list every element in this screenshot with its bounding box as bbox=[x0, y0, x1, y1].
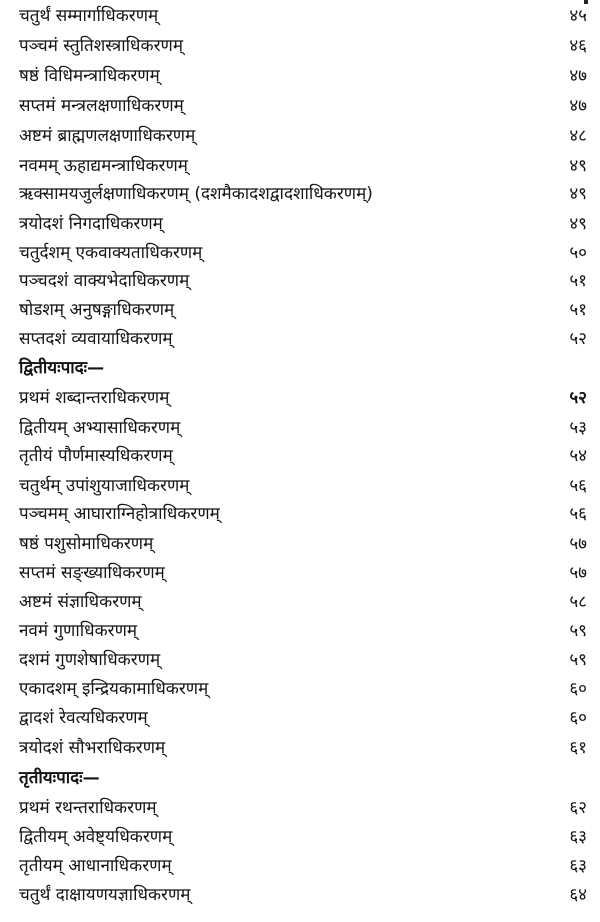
entry-title: सप्तदशं व्यवायाधिकरणम् bbox=[19, 329, 173, 349]
entry-page-number: ६० bbox=[569, 679, 587, 699]
toc-entry bbox=[0, 122, 600, 152]
entry-title: षष्ठं विधिमन्त्राधिकरणम् bbox=[19, 66, 160, 86]
section-heading: द्वितीयःपादः— bbox=[19, 358, 105, 378]
toc-entry bbox=[0, 325, 600, 355]
entry-title: पञ्चमम् आघाराग्निहोत्राधिकरणम् bbox=[19, 504, 220, 524]
toc-entry bbox=[0, 267, 600, 297]
entry-page-number: ६० bbox=[569, 708, 587, 728]
entry-title: चतुर्थम् उपांशुयाजाधिकरणम् bbox=[19, 476, 190, 496]
toc-entry bbox=[0, 239, 600, 269]
toc-entry bbox=[0, 210, 600, 240]
toc-entry bbox=[0, 62, 600, 92]
entry-page-number: ४८ bbox=[569, 126, 587, 146]
toc-entry bbox=[0, 646, 600, 676]
entry-page-number: ४७ bbox=[569, 66, 587, 86]
toc-entry bbox=[0, 180, 600, 210]
entry-title: नवमम् ऊहाद्यमन्त्राधिकरणम् bbox=[19, 156, 188, 176]
entry-page-number: ४९ bbox=[569, 184, 587, 204]
entry-page-number: ६४ bbox=[569, 885, 587, 905]
toc-entry bbox=[0, 704, 600, 734]
toc-entry bbox=[0, 823, 600, 853]
entry-title: चतुर्दशम् एकवाक्यताधिकरणम् bbox=[19, 243, 203, 263]
entry-page-number: ५२ bbox=[569, 388, 587, 408]
entry-page-number: ५४ bbox=[569, 446, 587, 466]
entry-title: तृतीयं पौर्णमास्यधिकरणम् bbox=[19, 446, 173, 466]
entry-page-number: ६२ bbox=[569, 798, 587, 818]
section-heading-row bbox=[0, 354, 600, 384]
toc-entry bbox=[0, 296, 600, 326]
entry-page-number: ५० bbox=[569, 243, 587, 263]
toc-entry bbox=[0, 92, 600, 122]
toc-entry bbox=[0, 152, 600, 182]
toc-entry bbox=[0, 472, 600, 502]
entry-page-number: ५१ bbox=[569, 300, 587, 320]
entry-title: पञ्चदशं वाक्यभेदाधिकरणम् bbox=[19, 271, 190, 291]
entry-title: षोडशम् अनुषङ्गाधिकरणम् bbox=[19, 300, 175, 320]
entry-title: त्रयोदशं सौभराधिकरणम् bbox=[19, 738, 166, 758]
entry-title: चतुर्थं दाक्षायणयज्ञाधिकरणम् bbox=[19, 885, 191, 905]
entry-page-number: ५७ bbox=[569, 534, 587, 554]
entry-title: नवमं गुणाधिकरणम् bbox=[19, 621, 138, 641]
entry-page-number: ५१ bbox=[569, 271, 587, 291]
toc-entry bbox=[0, 384, 600, 414]
toc-entry bbox=[0, 414, 600, 444]
toc-entry bbox=[0, 500, 600, 530]
entry-title: द्वितीयम् अभ्यासाधिकरणम् bbox=[19, 418, 181, 438]
toc-entry bbox=[0, 734, 600, 764]
toc-entry bbox=[0, 588, 600, 618]
toc-entry bbox=[0, 794, 600, 824]
entry-title: प्रथमं शब्दान्तराधिकरणम् bbox=[19, 388, 170, 408]
entry-title: षष्ठं पशुसोमाधिकरणम् bbox=[19, 534, 154, 554]
entry-title: चतुर्थं सम्मार्गाधिकरणम् bbox=[19, 6, 159, 26]
toc-entry bbox=[0, 852, 600, 882]
entry-page-number: ५६ bbox=[569, 476, 587, 496]
toc-entry bbox=[0, 617, 600, 647]
entry-page-number: ६१ bbox=[569, 738, 587, 758]
entry-page-number: ६३ bbox=[569, 856, 587, 876]
toc-entry bbox=[0, 559, 600, 589]
entry-page-number: ५६ bbox=[569, 504, 587, 524]
entry-title: एकादशम् इन्द्रियकामाधिकरणम् bbox=[19, 679, 209, 699]
entry-title: अष्टमं ब्राह्मणलक्षणाधिकरणम् bbox=[19, 126, 196, 146]
entry-page-number: ६३ bbox=[569, 827, 587, 847]
entry-page-number: ५७ bbox=[569, 563, 587, 583]
entry-title: तृतीयम् आधानाधिकरणम् bbox=[19, 856, 172, 876]
toc-entry bbox=[0, 530, 600, 560]
entry-page-number: ५८ bbox=[569, 592, 587, 612]
section-heading-row bbox=[0, 764, 600, 794]
toc-entry bbox=[0, 32, 600, 62]
entry-page-number: ५३ bbox=[569, 418, 587, 438]
entry-page-number: ५९ bbox=[569, 650, 587, 670]
entry-title: द्वादशं रेवत्यधिकरणम् bbox=[19, 708, 148, 728]
toc-entry bbox=[0, 675, 600, 705]
entry-title: त्रयोदशं निगदाधिकरणम् bbox=[19, 214, 163, 234]
entry-page-number: ५९ bbox=[569, 621, 587, 641]
entry-title: सप्तमं सङ्ख्याधिकरणम् bbox=[19, 563, 165, 583]
entry-title: पञ्चमं स्तुतिशस्त्राधिकरणम् bbox=[19, 36, 183, 56]
entry-title: सप्तमं मन्त्रलक्षणाधिकरणम् bbox=[19, 96, 184, 116]
entry-page-number: ४९ bbox=[569, 156, 587, 176]
entry-title: ऋक्सामयजुर्लक्षणाधिकरणम् (दशमैकादशद्वादशाधिकरणम्) bbox=[19, 184, 373, 204]
entry-page-number: ५२ bbox=[569, 329, 587, 349]
entry-title: दशमं गुणशेषाधिकरणम् bbox=[19, 650, 161, 670]
entry-title: प्रथमं रथन्तराधिकरणम् bbox=[19, 798, 157, 818]
entry-page-number: ४५ bbox=[569, 6, 587, 26]
section-heading: तृतीयःपादः— bbox=[19, 768, 100, 788]
entry-page-number: ४६ bbox=[569, 36, 587, 56]
entry-title: द्वितीयम् अवेष्ट्यधिकरणम् bbox=[19, 827, 173, 847]
entry-page-number: ४९ bbox=[569, 214, 587, 234]
entry-title: अष्टमं संज्ञाधिकरणम् bbox=[19, 592, 142, 612]
entry-page-number: ४७ bbox=[569, 96, 587, 116]
toc-entry bbox=[0, 2, 600, 32]
toc-entry bbox=[0, 881, 600, 911]
toc-entry bbox=[0, 442, 600, 472]
